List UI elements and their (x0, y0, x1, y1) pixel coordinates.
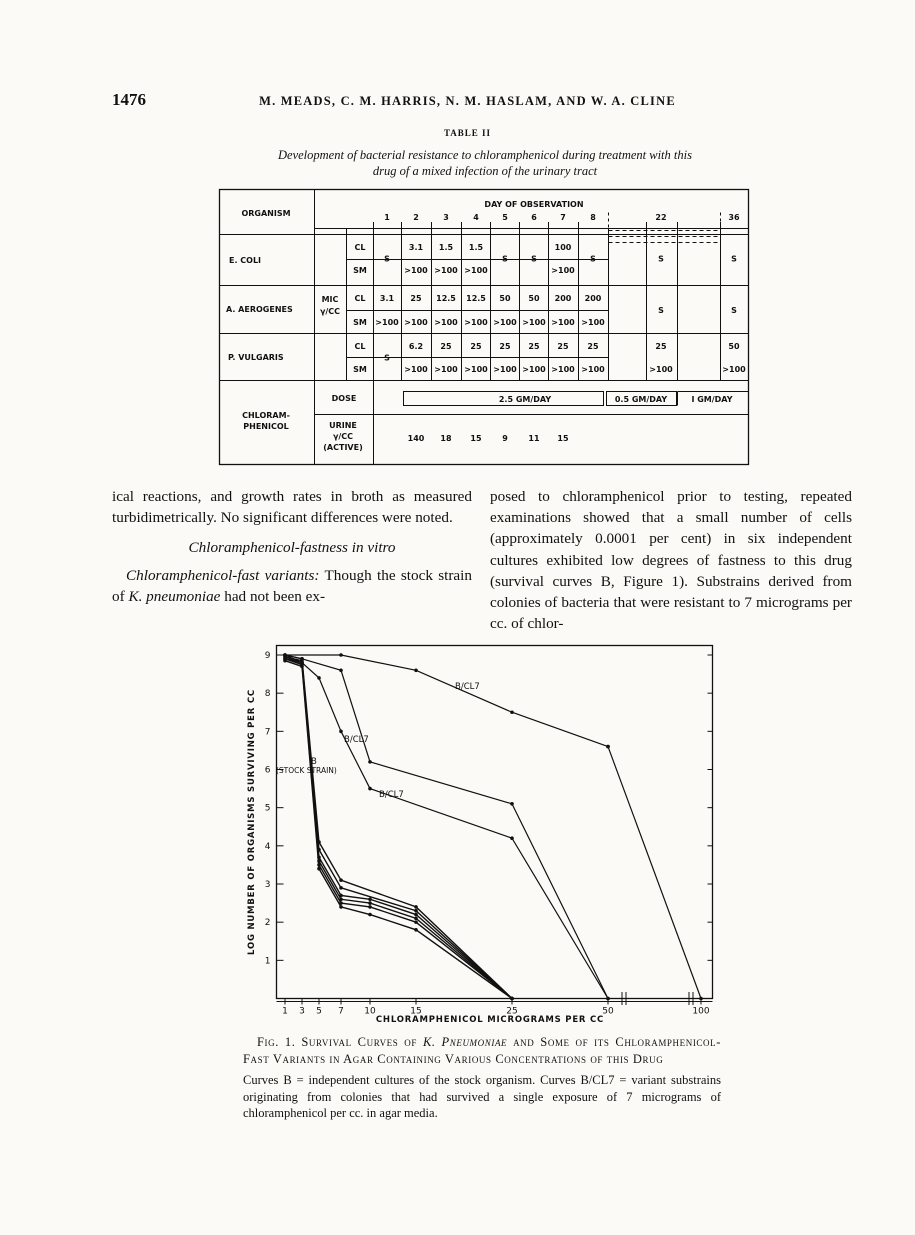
drug-label-sm: SM (353, 318, 367, 327)
y-tick-label: 9 (264, 651, 271, 661)
organism-e-coli: E. COLI (229, 256, 262, 265)
data-point (510, 802, 514, 806)
annotation-stock-strain: (STOCK STRAIN) (276, 766, 337, 775)
urine-value: 11 (528, 434, 540, 443)
table-cell: >100 (493, 365, 517, 374)
table-cell: >100 (722, 365, 746, 374)
data-point (414, 913, 418, 917)
x-tick-label: 15 (410, 1006, 422, 1017)
day-label-22: 22 (655, 213, 667, 222)
table-cell: >100 (404, 266, 428, 275)
table-cell: 25 (470, 342, 482, 351)
table-cell: 25 (528, 342, 540, 351)
data-point (414, 668, 418, 672)
urine-label-line-2: γ/CC (332, 432, 354, 441)
figure-1-chart (0, 630, 915, 1030)
day-label-7: 7 (560, 213, 566, 222)
urine-value: 9 (502, 434, 508, 443)
day-label-3: 3 (443, 213, 449, 222)
table-cell: S (384, 353, 390, 363)
organism-p-vulgaris: P. VULGARIS (228, 353, 284, 362)
series-b-4 (285, 659, 512, 999)
table-cell: S (502, 254, 508, 264)
series-b-cl7-9 (608, 747, 701, 999)
table-caption-line-1: Development of bacterial resistance to chloramphenicol during treatment with this (278, 148, 692, 162)
table-cell: 25 (499, 342, 511, 351)
drug-label-sm: SM (353, 365, 367, 374)
day-ticks (374, 222, 721, 228)
table-cell: 50 (728, 342, 740, 351)
dose-mid: 0.5 GM/DAY (614, 395, 668, 404)
dose-label: DOSE (331, 394, 357, 403)
body-column-right (490, 486, 852, 634)
table-cell: >100 (464, 318, 488, 327)
mic-label-line-2: γ/CC (319, 307, 341, 316)
data-point (606, 997, 610, 1001)
series-b-5 (285, 661, 512, 999)
x-tick-label: 1 (282, 1006, 288, 1017)
table-cell: >100 (522, 365, 546, 374)
table-cell: 1.5 (468, 243, 484, 252)
x-tick-label: 100 (692, 1006, 710, 1017)
data-point (300, 657, 304, 661)
y-axis-label: LOG NUMBER OF ORGANISMS SURVIVING PER CC (247, 689, 257, 955)
table-cell: 12.5 (436, 294, 456, 303)
day-label-2: 2 (413, 213, 419, 222)
left-para-2-pre: Though the stock strain of (112, 566, 472, 605)
right-para: posed to chloramphenicol prior to testing, repeated examinations showed that a small number of cells (approximately 0.0001 per cent) in six independent cultures exhibited low degrees of fastness to this drug (survival curves B, Figure 1). Substrains derived from colonies of bacteria that were resistant to 7 micrograms per cc. of chlor- (490, 488, 852, 633)
data-point (368, 787, 372, 791)
data-point (339, 905, 343, 909)
table-cell: >100 (434, 318, 458, 327)
x-tick-label: 10 (364, 1006, 376, 1017)
x-axis-label: CHLORAMPHENICOL MICROGRAMS PER CC (375, 1015, 605, 1025)
run-in-heading: Chloramphenicol-fast variants: (126, 566, 320, 584)
x-tick-label: 3 (299, 1006, 305, 1017)
chloram-label-line-1: CHLORAM- (242, 411, 290, 420)
day-header: DAY OF OBSERVATION (484, 200, 584, 209)
table-cell: >100 (493, 318, 517, 327)
drug-labels (353, 243, 367, 374)
table-cell: S (731, 254, 737, 264)
table-cell: S (731, 306, 737, 315)
data-point (414, 909, 418, 913)
body-column-left (112, 486, 472, 607)
day-label-6: 6 (531, 213, 537, 222)
table-cell: >100 (464, 266, 488, 275)
table-cell: >100 (464, 365, 488, 374)
data-point (368, 913, 372, 917)
table-label: TABLE II (443, 128, 492, 138)
table-cell: 12.5 (466, 294, 486, 303)
x-axis (277, 999, 713, 1017)
data-point (300, 665, 304, 669)
chloram-label-line-2: PHENICOL (243, 422, 289, 431)
table-cell: >100 (581, 318, 605, 327)
y-tick-label: 8 (264, 689, 271, 700)
data-point (510, 710, 514, 714)
drug-label-cl: CL (354, 342, 366, 351)
data-point (414, 928, 418, 932)
table-ii (0, 0, 915, 480)
annotation-b-cl7-lower: B/CL7 (379, 790, 404, 800)
figure-caption-title (243, 1034, 721, 1067)
table-cell: 25 (655, 342, 667, 351)
data-point (339, 653, 343, 657)
table-caption-line-2: drug of a mixed infection of the urinary tract (372, 164, 598, 178)
organism-header: ORGANISM (241, 209, 291, 218)
table-cell: >100 (434, 266, 458, 275)
table-cell: 100 (554, 243, 572, 252)
data-point (339, 878, 343, 882)
running-head-authors: M. MEADS, C. M. HARRIS, N. M. HASLAM, AND W. A. CLINE (259, 94, 676, 108)
table-cell: >100 (404, 318, 428, 327)
table-cell: S (590, 254, 596, 264)
table-cell: 1.5 (438, 243, 454, 252)
y-tick-label: 4 (264, 841, 271, 852)
series-b-cl7-6 (285, 655, 608, 747)
urine-label-line-1: URINE (329, 421, 357, 430)
table-cell: S (658, 306, 664, 315)
table-cell: S (384, 254, 390, 264)
annotation-b-cl7-middle: B/CL7 (344, 735, 369, 745)
table-cell: >100 (522, 318, 546, 327)
table-cell: 200 (554, 294, 572, 303)
figure-title-species: K. Pneumoniae (422, 1035, 508, 1049)
data-point (699, 997, 703, 1001)
urine-value: 15 (470, 434, 482, 443)
figure-title-post: and Some of its Chloramphenicol-Fast Variants in Agar Containing Various Concentrations of this Drug (243, 1035, 721, 1066)
table-cell: 25 (410, 294, 422, 303)
x-tick-label: 7 (338, 1006, 344, 1017)
data-point (368, 760, 372, 764)
table-cell: >100 (434, 365, 458, 374)
annotation-b: B (311, 757, 317, 767)
y-tick-label: 5 (264, 803, 271, 814)
table-cell: >100 (551, 365, 575, 374)
x-tick-label: 25 (506, 1006, 518, 1017)
figure-title-pre: Survival Curves of (295, 1035, 423, 1049)
organism-a-aerogenes: A. AEROGENES (226, 305, 293, 314)
series-group (283, 653, 703, 1000)
drug-label-sm: SM (353, 266, 367, 275)
table-cell: 3.1 (379, 294, 395, 303)
left-para-2 (112, 565, 472, 607)
series-b-2 (285, 659, 512, 999)
table-cell: >100 (375, 318, 399, 327)
data-point (414, 917, 418, 921)
data-point (414, 905, 418, 909)
day-label-1: 1 (384, 213, 390, 222)
table-cells (375, 243, 746, 374)
y-tick-label: 6 (264, 765, 271, 776)
figure-caption (243, 1034, 721, 1122)
urine-value: 140 (407, 434, 425, 443)
urine-value: 15 (557, 434, 569, 443)
figure-legend-text: Curves B = independent cultures of the stock organism. Curves B/CL7 = variant substrains originating from colonies that had survived a single exposure of 7 micrograms of chloramphenicol per cc. in agar media. (243, 1073, 721, 1120)
dose-main: 2.5 GM/DAY (498, 395, 552, 404)
table-cell: 6.2 (408, 342, 424, 351)
mic-label-line-1: MIC (321, 295, 339, 304)
table-cell: 200 (584, 294, 602, 303)
data-point (300, 661, 304, 665)
data-point (510, 997, 514, 1001)
table-cell: 25 (440, 342, 452, 351)
drug-label-cl: CL (354, 243, 366, 252)
table-cell: S (658, 254, 664, 264)
left-para-2-post: had not been ex- (220, 587, 326, 605)
day-label-5: 5 (502, 213, 508, 222)
series-b-3 (285, 657, 512, 999)
data-point (283, 659, 287, 663)
data-point (368, 897, 372, 901)
data-point (339, 730, 343, 734)
data-point (606, 745, 610, 749)
annotation-b-cl7-top: B/CL7 (455, 682, 480, 692)
series-b-1 (285, 657, 512, 999)
table-cell: 25 (557, 342, 569, 351)
data-point (368, 901, 372, 905)
table-cell: 3.1 (408, 243, 424, 252)
section-heading: Chloramphenicol-fastness in vitro (188, 539, 396, 557)
data-point (339, 668, 343, 672)
data-point (510, 836, 514, 840)
table-cell: S (531, 254, 537, 264)
table-cell: >100 (649, 365, 673, 374)
y-axis (265, 651, 713, 966)
left-para-1: ical reactions, and growth rates in broth as measured turbidimetrically. No significant differences were noted. (112, 488, 472, 527)
table-cell: 50 (499, 294, 511, 303)
day-labels (384, 213, 740, 222)
day-label-36: 36 (728, 213, 740, 222)
urine-value: 18 (440, 434, 452, 443)
table-cell: >100 (404, 365, 428, 374)
urine-label-line-3: (ACTIVE) (323, 443, 363, 452)
data-point (368, 905, 372, 909)
data-point (317, 867, 321, 871)
y-tick-label: 1 (264, 956, 271, 967)
y-tick-label: 3 (264, 880, 271, 890)
page-number: 1476 (112, 90, 146, 109)
x-tick-label: 50 (602, 1006, 614, 1017)
table-cell: >100 (551, 318, 575, 327)
dose-end: I GM/DAY (691, 395, 733, 404)
x-tick-label: 5 (316, 1006, 322, 1017)
urine-values (408, 434, 569, 443)
data-point (339, 886, 343, 890)
y-tick-label: 7 (264, 727, 271, 738)
table-cell: 25 (587, 342, 599, 351)
drug-label-cl: CL (354, 294, 366, 303)
day-label-4: 4 (473, 213, 479, 222)
y-tick-label: 2 (264, 918, 271, 929)
table-cell: 50 (528, 294, 540, 303)
species-name: K. pneumoniae (128, 587, 221, 605)
table-cell: >100 (581, 365, 605, 374)
plot-frame (277, 646, 713, 999)
table-cell: >100 (551, 266, 575, 275)
figure-label: Fig. 1. (257, 1035, 296, 1049)
data-point (317, 676, 321, 680)
data-point (283, 653, 287, 657)
data-point (414, 920, 418, 924)
day-label-8: 8 (590, 213, 596, 222)
